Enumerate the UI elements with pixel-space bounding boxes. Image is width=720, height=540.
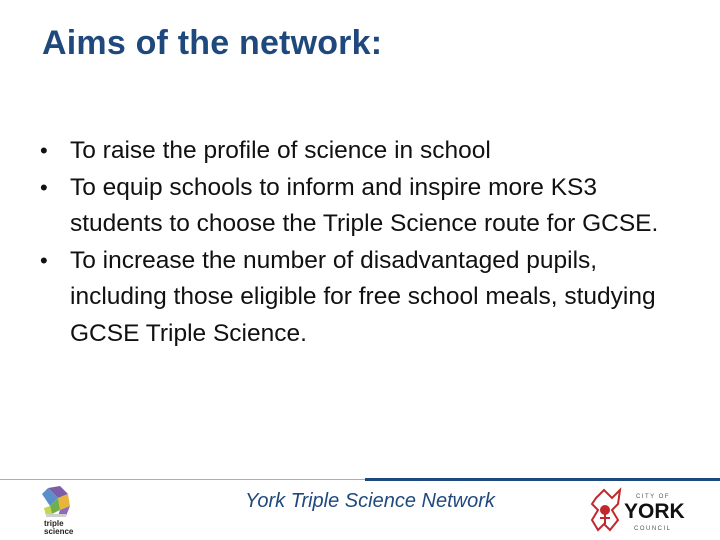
logo-left-text-1: triple bbox=[44, 519, 64, 528]
bullet-item bbox=[40, 133, 680, 170]
slide-title: Aims of the network: bbox=[42, 24, 383, 62]
logo-right-small-bottom: COUNCIL bbox=[634, 526, 672, 532]
bullet-text: To increase the number of disadvantaged pupils, including those eligible for free school meals, studying GCSE Triple Science. bbox=[70, 246, 656, 347]
footer-caption: York Triple Science Network bbox=[245, 490, 495, 512]
city-of-york-logo bbox=[590, 484, 690, 540]
bullet-text: To raise the profile of science in school bbox=[70, 137, 491, 164]
bullet-marker: • bbox=[40, 247, 48, 273]
bullet-text: To equip schools to inform and inspire more KS3 students to choose the Triple Science route for GCSE. bbox=[70, 173, 659, 237]
bullet-item bbox=[40, 170, 680, 243]
bullet-item bbox=[40, 243, 680, 353]
logo-right-main: YORK bbox=[624, 500, 685, 523]
bullet-list bbox=[40, 133, 680, 352]
bullet-marker: • bbox=[40, 138, 48, 163]
logo-left-text-2: science bbox=[44, 527, 74, 536]
triple-science-emblem-icon bbox=[42, 486, 70, 517]
footer-accent-bar bbox=[365, 478, 720, 481]
york-crest-icon bbox=[592, 490, 620, 530]
triple-science-logo bbox=[30, 484, 90, 540]
logo-right-small-top: CITY OF bbox=[636, 494, 671, 500]
bullet-marker: • bbox=[40, 174, 48, 200]
